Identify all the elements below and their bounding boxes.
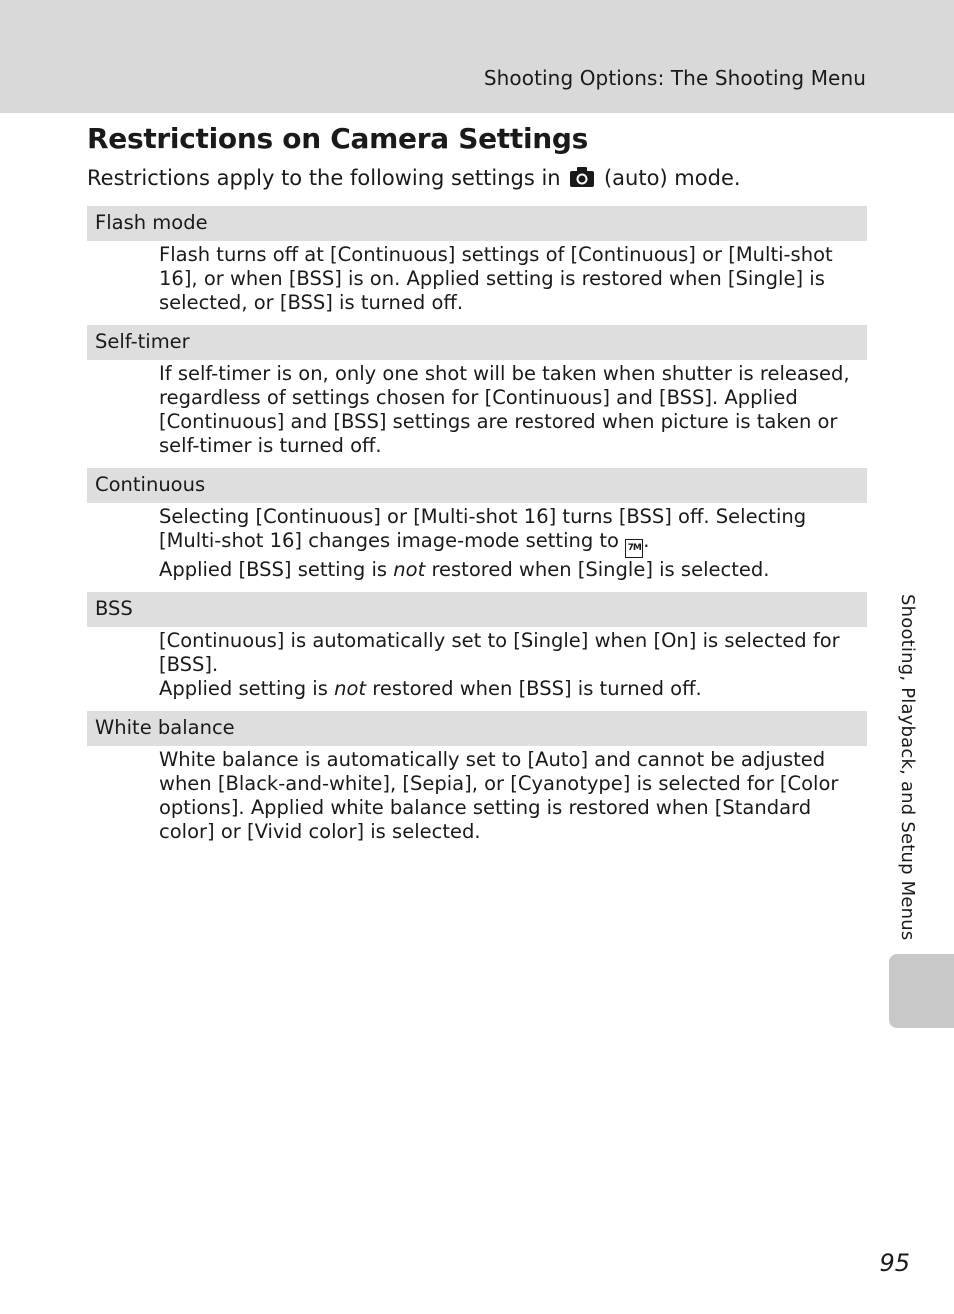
bss-not-emphasis: not [334, 677, 367, 700]
section-heading-continuous: Continuous [87, 468, 867, 503]
section-body-white-balance [87, 746, 867, 854]
bss-line-2-before: Applied setting is [159, 677, 328, 700]
section-body-self-timer [87, 360, 867, 468]
section-heading-white-balance: White balance [87, 711, 867, 746]
self-timer-text: If self-timer is on, only one shot will be taken when shutter is released, regardless of settings chosen for [Continuous] and [BSS]. Applied [Continuous] and [BSS] settings are restored when picture is taken or self-timer is turned off. [159, 362, 850, 457]
intro-text-before: Restrictions apply to the following settings in [87, 166, 561, 190]
white-balance-text: White balance is automatically set to [Auto] and cannot be adjusted when [Black-and-white], [Sepia], or [Cyanotype] is selected for [Color options]. Applied white balance setting is restored when [Standard color] or [Vivid color] is selected. [159, 748, 839, 843]
side-chapter-label: Shooting, Playback, and Setup Menus [897, 594, 918, 941]
page-title: Restrictions on Camera Settings [87, 122, 589, 155]
continuous-line-2-after: restored when [Single] is selected. [431, 558, 770, 581]
section-heading-bss: BSS [87, 592, 867, 627]
continuous-not-emphasis: not [393, 558, 426, 581]
continuous-line-1-text: Selecting [Continuous] or [Multi-shot 16] turns [BSS] off. Selecting [Multi-shot 16] changes image-mode setting to [159, 505, 807, 552]
continuous-line-1-period: . [643, 529, 650, 552]
section-body-bss [87, 627, 867, 711]
continuous-line-2 [159, 558, 855, 582]
image-mode-7m-icon: 7M [625, 539, 643, 558]
section-heading-flash-mode: Flash mode [87, 206, 867, 241]
continuous-line-2-before: Applied [BSS] setting is [159, 558, 388, 581]
bss-line-1: [Continuous] is automatically set to [Single] when [On] is selected for [BSS]. [159, 629, 840, 676]
chapter-tab [889, 954, 954, 1028]
running-head: Shooting Options: The Shooting Menu [483, 66, 866, 90]
page-number: 95 [879, 1249, 910, 1277]
section-body-continuous [87, 503, 867, 592]
intro-line [87, 166, 741, 193]
restrictions-table [87, 206, 867, 854]
flash-mode-text: Flash turns off at [Continuous] settings of [Continuous] or [Multi-shot 16], or when [BSS] is on. Applied setting is restored when [Single] is selected, or [BSS] is turned off. [159, 243, 833, 314]
bss-line-2-after: restored when [BSS] is turned off. [372, 677, 702, 700]
continuous-line-1 [159, 505, 855, 558]
section-body-flash-mode [87, 241, 867, 325]
intro-text-after: (auto) mode. [603, 166, 741, 190]
camera-icon [569, 166, 595, 193]
bss-line-2 [159, 677, 855, 701]
section-heading-self-timer: Self-timer [87, 325, 867, 360]
header-band [0, 0, 954, 113]
